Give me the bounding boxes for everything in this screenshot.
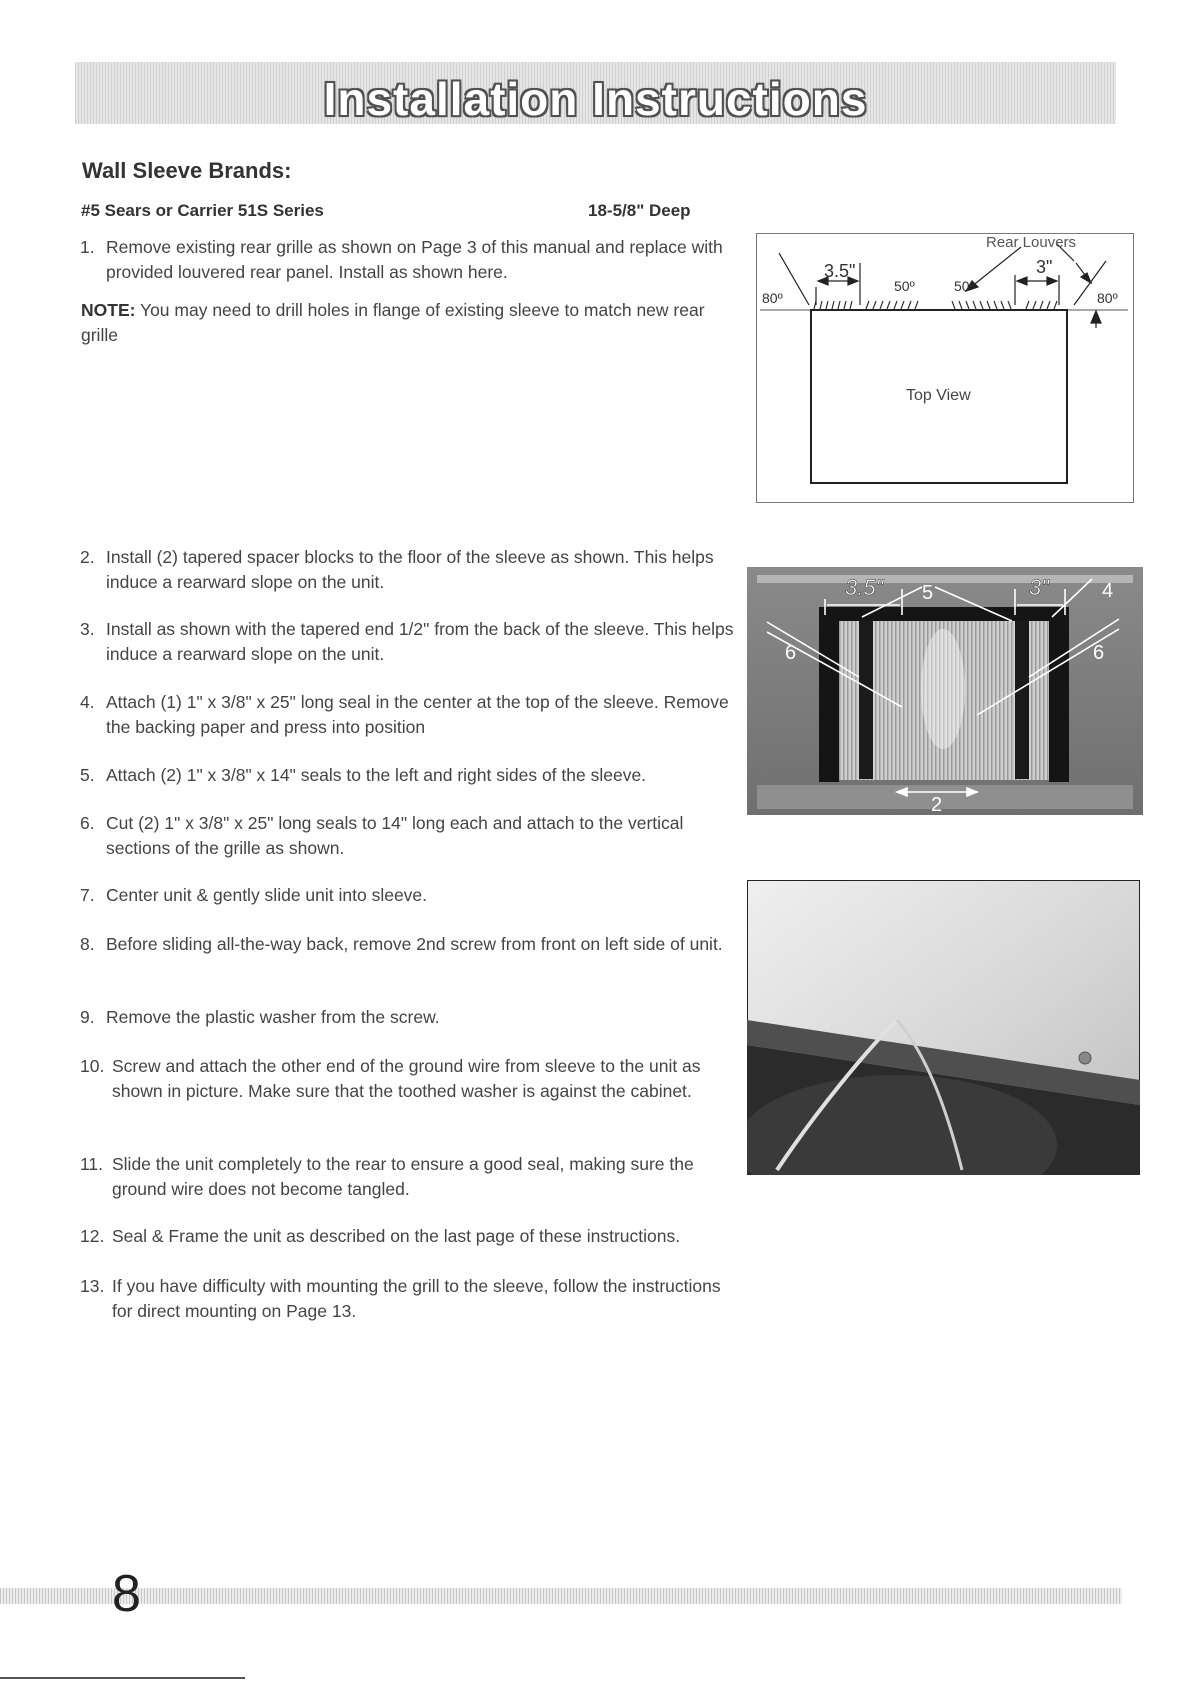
photo-left-side-label: 6 [785,642,797,664]
step-8 [80,932,730,957]
photo-right-side-label: 6 [1093,642,1105,664]
step-text: Center unit & gently slide unit into sleeve. [106,885,428,905]
step-number: 4. [80,692,95,712]
page-title: Installation Instructions [323,73,868,125]
step-text: Remove existing rear grille as shown on Page 3 of this manual and replace with provided louvered rear panel. Install as shown here. [106,237,723,282]
step-number: 11. [80,1154,104,1174]
step-text: If you have difficulty with mounting the grill to the sleeve, follow the instructions for direct mounting on Page 13. [112,1276,721,1321]
step-5 [80,763,750,788]
step-13 [80,1274,730,1324]
left-vertical-seal [859,621,873,779]
step-text: Install (2) tapered spacer blocks to the floor of the sleeve as shown. This helps induce a rearward slope on the unit. [106,547,714,592]
step-12 [80,1224,800,1249]
step-4 [80,690,750,740]
sleeve-seals-photo [747,567,1143,815]
left-seal [819,607,839,782]
step-number: 6. [80,813,95,833]
note [81,298,731,348]
step-number: 7. [80,885,95,905]
note-label: NOTE: [81,300,136,320]
photo-center-label: 5 [922,582,934,604]
step-number: 8. [80,934,95,954]
step-text: Seal & Frame the unit as described on the last page of these instructions. [112,1226,681,1246]
note-text: You may need to drill holes in flange of existing sleeve to match new rear grille [81,300,705,345]
right-seal [1049,607,1069,782]
step-6 [80,811,740,861]
step-number: 12. [80,1226,105,1246]
step-number: 10. [80,1056,105,1076]
photo-right-dimension: 3" [1029,575,1050,600]
mid-right-angle-label: 50º [954,278,975,294]
step-3 [80,617,750,667]
right-angle-label: 80º [1097,290,1118,306]
step-text: Install as shown with the tapered end 1/2" from the back of the sleeve. This helps induce a rearward slope on the unit. [106,619,734,664]
step-text: Attach (1) 1" x 3/8" x 25" long seal in the center at the top of the sleeve. Remove the backing paper and press into position [106,692,729,737]
step-7 [80,883,730,908]
header-banner [75,62,1116,124]
step-text: Cut (2) 1" x 3/8" x 25" long seals to 14" long each and attach to the vertical sections of the grille as shown. [106,813,684,858]
step-1 [80,235,730,285]
sleeve-top-edge [757,575,1133,583]
top-view-label: Top View [906,387,971,404]
step-2 [80,545,750,595]
photo-bottom-label: 2 [931,794,943,815]
step-11 [80,1152,730,1202]
page-number: 8 [112,1565,141,1623]
footer-bar [0,1588,1122,1604]
step-text: Before sliding all-the-way back, remove 2nd screw from front on left side of unit. [106,934,723,954]
step-number: 5. [80,765,95,785]
left-angle-label: 80º [762,290,783,306]
step-text: Slide the unit completely to the rear to ensure a good seal, making sure the ground wire does not become tangled. [112,1154,694,1199]
screw [1079,1052,1091,1064]
mid-left-angle-label: 50º [894,278,915,294]
model-subheading: #5 Sears or Carrier 51S Series [81,201,324,220]
section-heading: Wall Sleeve Brands: [82,158,292,183]
sleeve-floor [757,785,1133,809]
grille-glare [921,629,965,749]
left-dimension-label: 3.5" [824,261,856,281]
step-text: Screw and attach the other end of the ground wire from sleeve to the unit as shown in picture. Make sure that the toothed washer is against the cabinet. [112,1056,701,1101]
right-dimension-label: 3" [1036,257,1053,277]
right-vertical-seal [1015,621,1029,779]
bottom-rule [0,1677,245,1679]
photo-corner-label: 4 [1102,580,1114,602]
step-text: Attach (2) 1" x 3/8" x 14" seals to the left and right sides of the sleeve. [106,765,647,785]
top-view-diagram [756,233,1134,503]
depth-subheading: 18-5/8" Deep [588,201,691,220]
step-number: 2. [80,547,95,567]
step-number: 13. [80,1276,105,1296]
step-number: 1. [80,237,95,257]
step-10 [80,1054,740,1104]
top-seal [819,607,1069,621]
ground-wire-photo [747,880,1140,1175]
step-9 [80,1005,730,1030]
step-text: Remove the plastic washer from the screw. [106,1007,440,1027]
step-number: 3. [80,619,95,639]
rear-louvers-label: Rear Louvers [986,234,1077,251]
photo-left-dimension: 3.5" [845,575,884,600]
step-number: 9. [80,1007,95,1027]
